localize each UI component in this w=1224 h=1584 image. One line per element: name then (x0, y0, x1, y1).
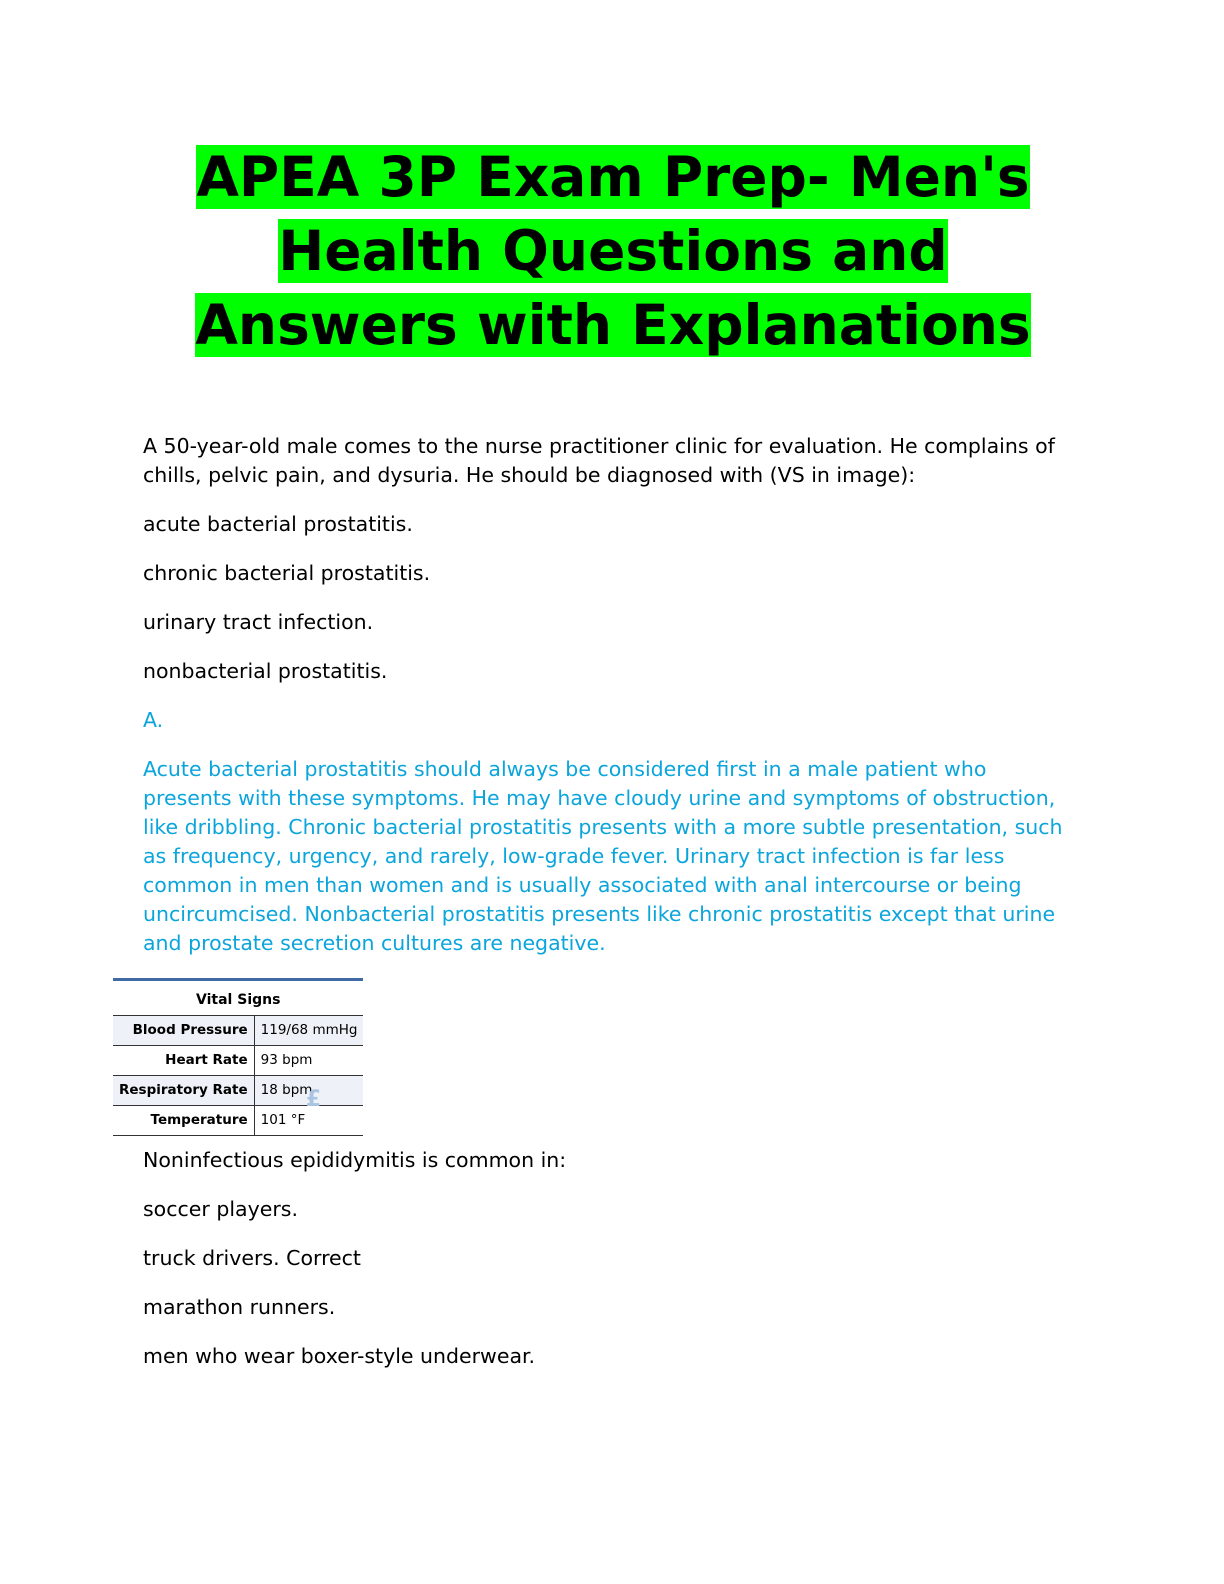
table-row (113, 1046, 363, 1076)
watermark-icon: £ (305, 1087, 321, 1112)
table-row (113, 1106, 363, 1136)
question-2-stem: Noninfectious epididymitis is common in: (143, 1148, 567, 1172)
question-1-explanation: Acute bacterial prostatitis should always be considered first in a male patient who presents with these symptoms. He may have cloudy urine and symptoms of obstruction, like dribbling. Chronic bacterial prostatitis presents with a more subtle presentation, such as frequency, urgency, and rarely, low-grade fever. Urinary tract infection is far less common in men than women and is usually associated with anal intercourse or being uncircumcised. Nonbacterial prostatitis presents like chronic prostatitis except that urine and prostate secretion cultures are negative. (143, 757, 1063, 955)
vital-label: Blood Pressure (113, 1016, 254, 1046)
question-2-option-a: soccer players. (143, 1197, 298, 1221)
table-row (113, 1016, 363, 1046)
vital-value: 93 bpm (254, 1046, 363, 1076)
vital-signs-header: Vital Signs (113, 980, 363, 1016)
question-1-option-b: chronic bacterial prostatitis. (143, 561, 431, 585)
vital-signs-table (113, 978, 363, 1136)
question-1-option-d: nonbacterial prostatitis. (143, 659, 388, 683)
question-2-option-b: truck drivers. Correct (143, 1246, 361, 1270)
title-line-1: APEA 3P Exam Prep- Men's (196, 145, 1030, 209)
question-2-option-c: marathon runners. (143, 1295, 336, 1319)
question-1-answer: A. (143, 708, 164, 732)
question-2-option-d: men who wear boxer-style underwear. (143, 1344, 536, 1368)
question-1-stem: A 50-year-old male comes to the nurse practitioner clinic for evaluation. He complains of chills, pelvic pain, and dysuria. He should be diagnosed with (VS in image): (143, 434, 1055, 487)
document-title (143, 140, 1083, 362)
title-line-3: Answers with Explanations (195, 293, 1031, 357)
title-line-2: Health Questions and (278, 219, 948, 283)
vital-label: Temperature (113, 1106, 254, 1136)
vital-label: Heart Rate (113, 1046, 254, 1076)
question-1-option-c: urinary tract infection. (143, 610, 374, 634)
table-row (113, 1076, 363, 1106)
vital-value: 18 bpm (254, 1076, 363, 1106)
question-1-option-a: acute bacterial prostatitis. (143, 512, 413, 536)
vital-value: 101 °F (254, 1106, 363, 1136)
vital-signs-image (119, 978, 358, 1128)
vital-value: 119/68 mmHg (254, 1016, 363, 1046)
document-body (119, 432, 1078, 1391)
vital-label: Respiratory Rate (113, 1076, 254, 1106)
